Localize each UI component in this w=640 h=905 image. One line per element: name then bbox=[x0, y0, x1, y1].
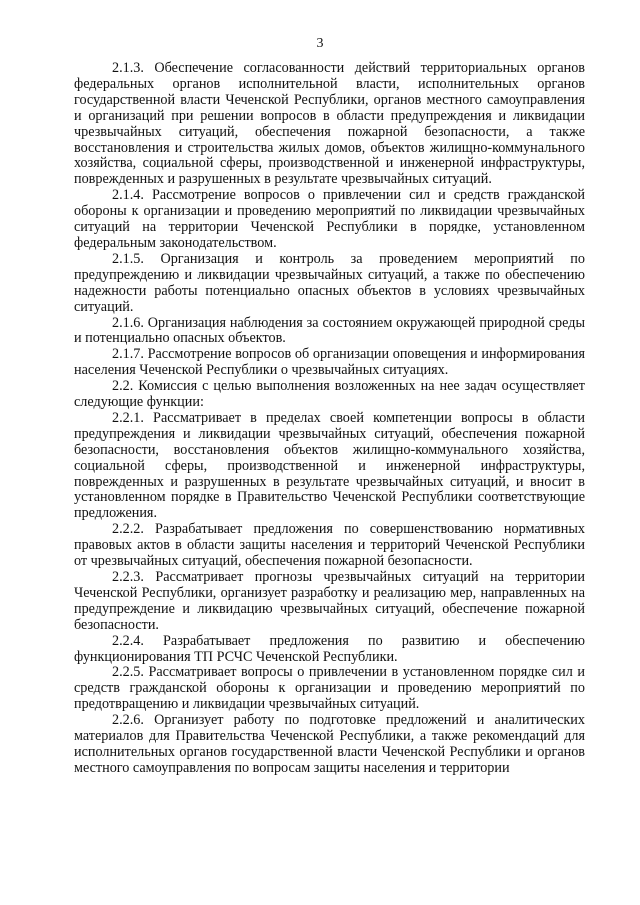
paragraph-2-2: 2.2. Комиссия с целью выполнения возложенных на нее задач осуществляет следующие функции: bbox=[74, 378, 585, 411]
paragraph-2-2-3: 2.2.3. Рассматривает прогнозы чрезвычайных ситуаций на территории Чеченской Республики, организует разработку и реализацию мер, направленных на предупреждение и ликвидацию чрезвычайных ситуаций, обеспечение пожарной безопасности. bbox=[74, 569, 585, 633]
paragraph-2-2-1: 2.2.1. Рассматривает в пределах своей компетенции вопросы в области предупреждения и ликвидации чрезвычайных ситуаций, обеспечения пожарной безопасности, восстановления объектов жилищно-коммунального хозяйства, социальной сферы, производственной и инженерной инфраструктуры, поврежденных и разрушенных в результате чрезвычайных ситуаций, и вносит в установленном порядке в Правительство Чеченской Республики соответствующие предложения. bbox=[74, 409, 585, 522]
paragraph-2-1-3: 2.1.3. Обеспечение согласованности действий территориальных органов федеральных органов исполнительной власти, исполнительных органов государственной власти Чеченской Республики, органов местного самоуправления и организаций при решении вопросов в области предупреждения и ликвидации чрезвычайных ситуаций, обеспечения пожарной безопасности, а также восстановления и строительства жилых домов, объектов жилищно-коммунального хозяйства, социальной сферы, производственной и инженерной инфраструктуры, поврежденных и разрушенных в результате чрезвычайных ситуаций. bbox=[74, 60, 585, 188]
paragraph-2-1-7: 2.1.7. Рассмотрение вопросов об организации оповещения и информирования населения Чеченской Республики о чрезвычайных ситуациях. bbox=[74, 346, 585, 379]
paragraph-2-1-6: 2.1.6. Организация наблюдения за состоянием окружающей природной среды и потенциально опасных объектов. bbox=[74, 314, 585, 347]
paragraph-2-2-5: 2.2.5. Рассматривает вопросы о привлечении в установленном порядке сил и средств гражданской обороны к организации и проведению мероприятий по предотвращению и ликвидации чрезвычайных ситуаций. bbox=[74, 664, 585, 713]
page-number: 3 bbox=[316, 36, 324, 51]
paragraph-2-2-4: 2.2.4. Разрабатывает предложения по развитию и обеспечению функционирования ТП РСЧС Чеченской Республики. bbox=[74, 632, 585, 665]
paragraph-2-1-5: 2.1.5. Организация и контроль за проведением мероприятий по предупреждению и ликвидации чрезвычайных ситуаций, а также по обеспечению надежности работы потенциально опасных объектов в условиях чрезвычайных ситуаций. bbox=[74, 250, 585, 315]
document-body bbox=[74, 61, 585, 777]
paragraph-2-1-4: 2.1.4. Рассмотрение вопросов о привлечении сил и средств гражданской обороны к организации и проведению мероприятий по ликвидации чрезвычайных ситуаций на территории Чеченской Республики в порядке, установленном федеральным законодательством. bbox=[74, 187, 585, 251]
paragraph-2-2-6: 2.2.6. Организует работу по подготовке предложений и аналитических материалов для Правительства Чеченской Республики, а также рекомендаций для исполнительных органов государственной власти Чеченской Республики и органов местного самоуправления по вопросам защиты населения и территории bbox=[74, 712, 585, 776]
paragraph-2-2-2: 2.2.2. Разрабатывает предложения по совершенствованию нормативных правовых актов в области защиты населения и территорий Чеченской Республики от чрезвычайных ситуаций, обеспечения пожарной безопасности. bbox=[74, 521, 585, 570]
